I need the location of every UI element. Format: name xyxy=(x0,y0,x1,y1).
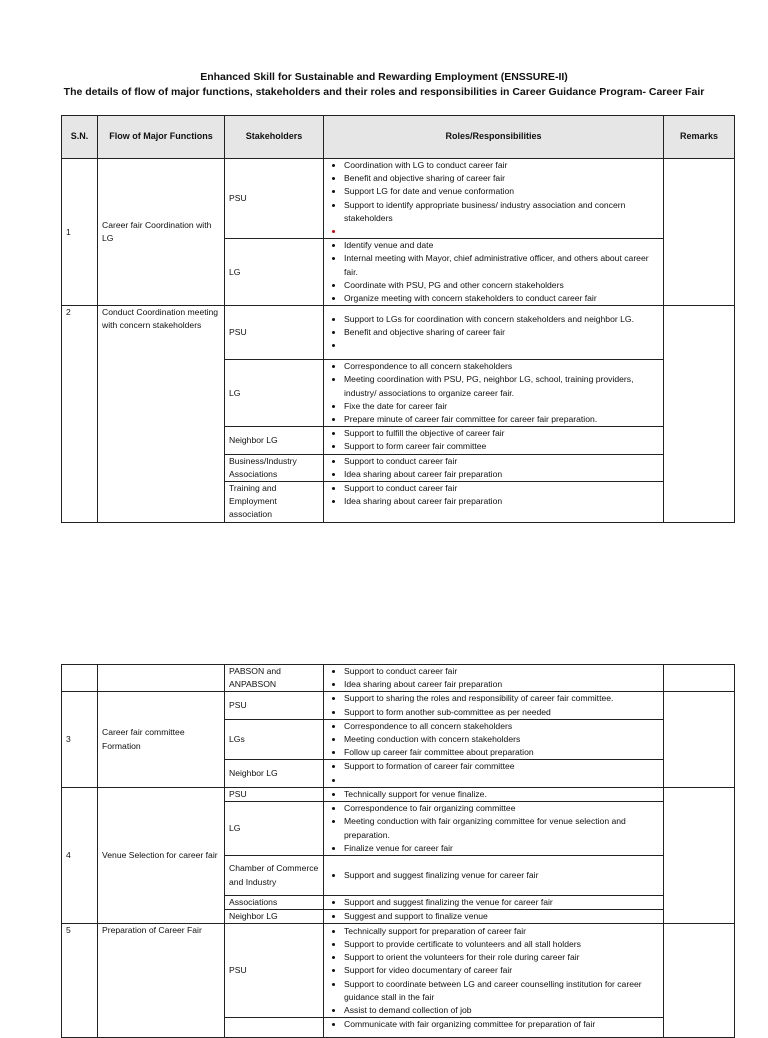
function-cell: Venue Selection for career fair xyxy=(98,787,225,924)
stakeholder-cell: PABSON and ANPABSON xyxy=(225,665,324,692)
stakeholder-cell: Training and Employment association xyxy=(225,482,324,523)
role-item: • Meeting conduction with concern stakeholders xyxy=(344,733,659,746)
function-cell: Conduct Coordination meeting with concern stakeholders xyxy=(98,306,225,522)
stakeholder-cell: PSU xyxy=(225,924,324,1018)
role-item: • Idea sharing about career fair preparation xyxy=(344,468,659,481)
table-header-row xyxy=(62,116,735,159)
sn-cell xyxy=(62,665,98,692)
stakeholder-cell: LG xyxy=(225,802,324,856)
remarks-cell xyxy=(664,787,735,924)
role-item: • Coordinate with PSU, PG and other concern stakeholders xyxy=(344,279,659,292)
function-cell: Career fair Coordination with LG xyxy=(98,159,225,306)
role-item: • Suggest and support to finalize venue xyxy=(344,910,659,923)
roles-cell xyxy=(324,692,664,719)
role-item: • Follow up career fair committee about preparation xyxy=(344,746,659,759)
role-item xyxy=(344,774,659,787)
header-functions: Flow of Major Functions xyxy=(98,116,225,159)
sn-cell: 2 xyxy=(62,306,98,522)
role-item xyxy=(344,225,659,238)
role-item: • Organize meeting with concern stakeholders to conduct career fair xyxy=(344,292,659,305)
table-row xyxy=(62,692,735,719)
role-item: • Internal meeting with Mayor, chief administrative officer, and others about career fair. xyxy=(344,252,659,278)
function-cell: Career fair committee Formation xyxy=(98,692,225,787)
roles-cell xyxy=(324,239,664,306)
stakeholder-cell: PSU xyxy=(225,159,324,239)
role-item: • Benefit and objective sharing of career fair xyxy=(344,326,659,339)
roles-cell xyxy=(324,159,664,239)
roles-cell xyxy=(324,787,664,801)
document-subtitle: The details of flow of major functions, stakeholders and their roles and responsibilities in Career Guidance Program- Career Fair xyxy=(63,86,705,98)
roles-table-part-1 xyxy=(61,115,735,523)
table-row xyxy=(62,665,735,692)
role-item: • Identify venue and date xyxy=(344,239,659,252)
role-item xyxy=(344,339,659,352)
role-item: • Coordination with LG to conduct career fair xyxy=(344,159,659,172)
remarks-cell xyxy=(664,924,735,1038)
header-sn: S.N. xyxy=(62,116,98,159)
role-item: • Support to coordinate between LG and career counselling institution for career guidance stall in the fair xyxy=(344,978,659,1004)
role-item: • Idea sharing about career fair preparation xyxy=(344,495,659,508)
role-item: • Support LG for date and venue conformation xyxy=(344,185,659,198)
stakeholder-cell: Neighbor LG xyxy=(225,760,324,787)
roles-cell xyxy=(324,719,664,760)
stakeholder-cell: Business/Industry Associations xyxy=(225,454,324,481)
table-row xyxy=(62,159,735,239)
roles-cell xyxy=(324,454,664,481)
roles-table-part-2 xyxy=(61,664,735,1038)
remarks-cell xyxy=(664,665,735,692)
role-item: • Support to sharing the roles and responsibility of career fair committee. xyxy=(344,692,659,705)
remarks-cell xyxy=(664,692,735,787)
function-cell: Preparation of Career Fair xyxy=(98,924,225,1038)
sn-cell: 4 xyxy=(62,787,98,924)
table-row xyxy=(62,787,735,801)
sn-cell: 5 xyxy=(62,924,98,1038)
role-item: • Support to form another sub-committee as per needed xyxy=(344,706,659,719)
sn-cell: 3 xyxy=(62,692,98,787)
table-row xyxy=(62,924,735,1018)
header-stakeholders: Stakeholders xyxy=(225,116,324,159)
role-item: • Correspondence to fair organizing committee xyxy=(344,802,659,815)
role-item: • Correspondence to all concern stakeholders xyxy=(344,360,659,373)
stakeholder-cell: Neighbor LG xyxy=(225,910,324,924)
document-header xyxy=(0,70,768,100)
role-item: • Support to conduct career fair xyxy=(344,455,659,468)
stakeholder-cell: Associations xyxy=(225,896,324,910)
role-item: • Technically support for venue finalize. xyxy=(344,788,659,801)
role-item: • Assist to demand collection of job xyxy=(344,1004,659,1017)
stakeholder-cell: LGs xyxy=(225,719,324,760)
role-item: • Support and suggest finalizing the venue for career fair xyxy=(344,896,659,909)
role-item: • Benefit and objective sharing of career fair xyxy=(344,172,659,185)
role-item: • Support to LGs for coordination with concern stakeholders and neighbor LG. xyxy=(344,313,659,326)
roles-cell xyxy=(324,924,664,1018)
stakeholder-cell: Chamber of Commerce and Industry xyxy=(225,856,324,896)
roles-cell xyxy=(324,482,664,523)
roles-cell xyxy=(324,427,664,454)
stakeholder-cell: PSU xyxy=(225,692,324,719)
function-cell xyxy=(98,665,225,692)
role-item: • Support to fulfill the objective of career fair xyxy=(344,427,659,440)
sn-cell: 1 xyxy=(62,159,98,306)
roles-cell xyxy=(324,360,664,427)
role-item: • Support to provide certificate to volunteers and all stall holders xyxy=(344,938,659,951)
stakeholder-cell: Neighbor LG xyxy=(225,427,324,454)
remarks-cell xyxy=(664,306,735,522)
header-roles: Roles/Responsibilities xyxy=(324,116,664,159)
role-item: • Support to form career fair committee xyxy=(344,440,659,453)
role-item: • Finalize venue for career fair xyxy=(344,842,659,855)
role-item: • Idea sharing about career fair preparation xyxy=(344,678,659,691)
remarks-cell xyxy=(664,159,735,306)
role-item: • Support for video documentary of career fair xyxy=(344,964,659,977)
roles-cell xyxy=(324,760,664,787)
stakeholder-cell: LG xyxy=(225,360,324,427)
role-item: • Support to formation of career fair committee xyxy=(344,760,659,773)
role-item: • Support and suggest finalizing venue for career fair xyxy=(344,869,659,882)
role-item: • Support to conduct career fair xyxy=(344,665,659,678)
roles-cell xyxy=(324,1018,664,1038)
roles-cell xyxy=(324,802,664,856)
table-row xyxy=(62,306,735,360)
roles-cell xyxy=(324,910,664,924)
role-item: • Technically support for preparation of career fair xyxy=(344,925,659,938)
stakeholder-cell xyxy=(225,1018,324,1038)
role-item: • Meeting coordination with PSU, PG, neighbor LG, school, training providers, industry/ associations to organize career fair. xyxy=(344,373,659,399)
roles-cell xyxy=(324,306,664,360)
role-item: • Prepare minute of career fair committee for career fair preparation. xyxy=(344,413,659,426)
document-title: Enhanced Skill for Sustainable and Rewarding Employment (ENSSURE-II) xyxy=(200,71,568,83)
stakeholder-cell: PSU xyxy=(225,306,324,360)
role-item: • Fixe the date for career fair xyxy=(344,400,659,413)
header-remarks: Remarks xyxy=(664,116,735,159)
roles-cell xyxy=(324,896,664,910)
role-item: • Support to identify appropriate business/ industry association and concern stakeholders xyxy=(344,199,659,225)
role-item: • Support to orient the volunteers for their role during career fair xyxy=(344,951,659,964)
stakeholder-cell: LG xyxy=(225,239,324,306)
role-item: • Communicate with fair organizing committee for preparation of fair xyxy=(344,1018,659,1031)
role-item: • Support to conduct career fair xyxy=(344,482,659,495)
roles-cell xyxy=(324,856,664,896)
roles-cell xyxy=(324,665,664,692)
role-item: • Meeting conduction with fair organizing committee for venue selection and preparation. xyxy=(344,815,659,841)
stakeholder-cell: PSU xyxy=(225,787,324,801)
role-item: • Correspondence to all concern stakeholders xyxy=(344,720,659,733)
